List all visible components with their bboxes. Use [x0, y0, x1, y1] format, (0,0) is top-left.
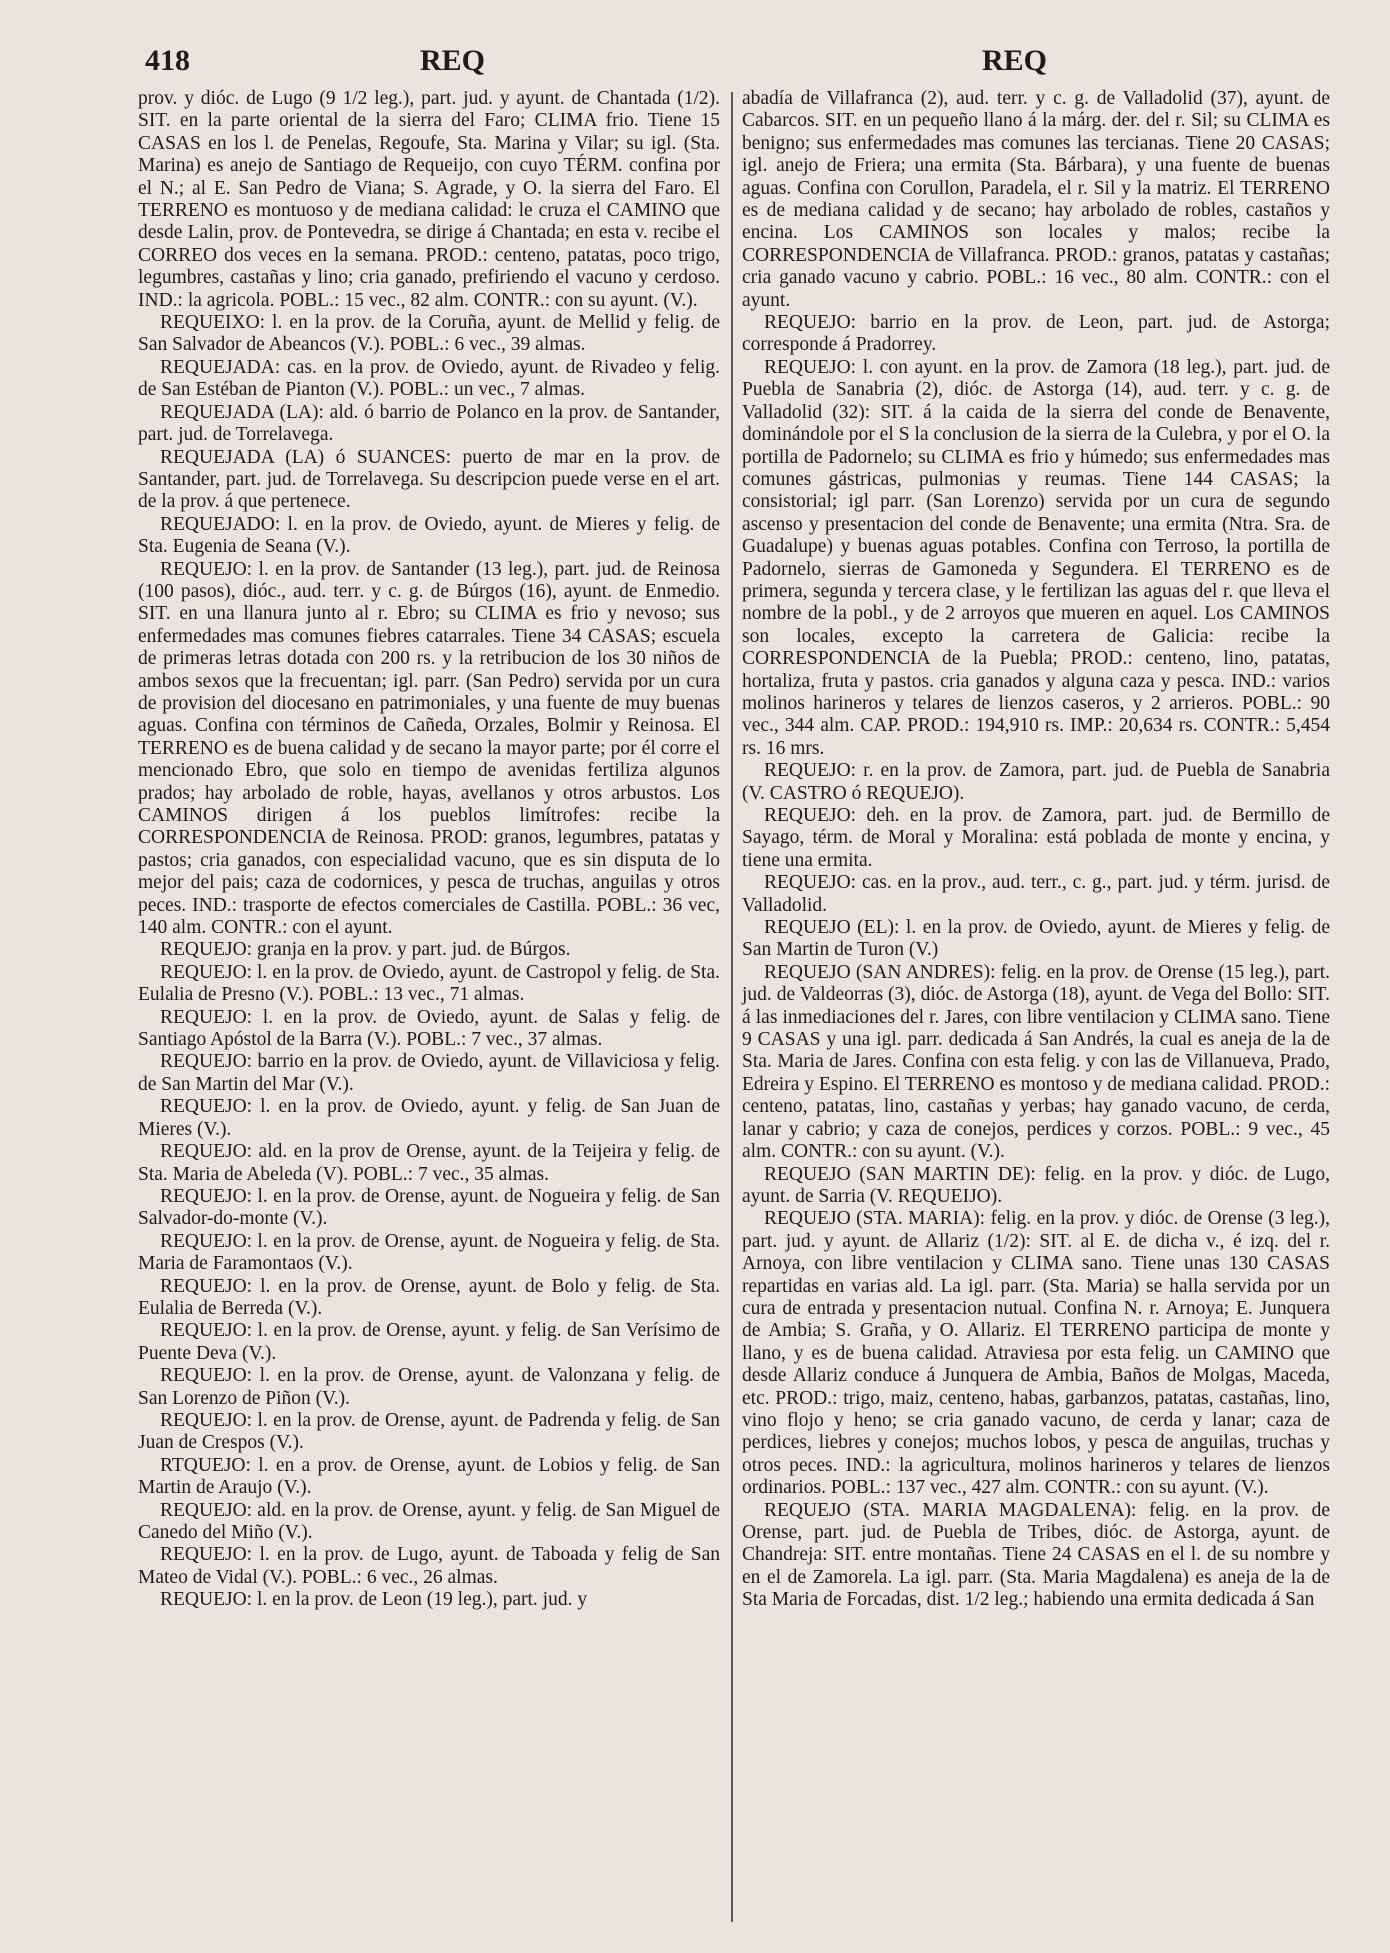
entry: REQUEJO (SAN MARTIN DE): felig. en la prov. y dióc. de Lugo, ayunt. de Sarria (V. REQUEIJO). — [742, 1163, 1330, 1207]
entry: REQUEJO: l. en la prov. de Oviedo, ayunt. y felig. de San Juan de Mieres (V.). — [138, 1096, 720, 1140]
entry: REQUEJO: l. en la prov. de Lugo, ayunt. de Taboada y felig de San Mateo de Vidal (V.). POBL.: 6 vec., 26 almas. — [138, 1544, 720, 1588]
entry: REQUEJO: granja en la prov. y part. jud. de Búrgos. — [160, 939, 571, 961]
running-head-right: REQ — [982, 44, 1048, 77]
entry: REQUEJO: l. en la prov. de Leon (19 leg.), part. jud. y — [160, 1589, 588, 1611]
entry: REQUEJO: l. en la prov. de Oviedo, ayunt. de Castropol y felig. de Sta. Eulalia de Presno (V.). POBL.: 13 vec., 71 almas. — [138, 961, 720, 1006]
entry: REQUEJO: l. en la prov. de Oviedo, ayunt. de Salas y felig. de Santiago Apóstol de la Barra (V.). POBL.: 7 vec., 37 almas. — [138, 1006, 720, 1051]
entry: REQUEJO: barrio en la prov. de Leon, part. jud. de Astorga; corresponde á Pradorrey. — [742, 312, 1330, 356]
entry: RTQUEJO: l. en a prov. de Orense, ayunt. de Lobios y felig. de San Martin de Araujo (V.). — [138, 1454, 720, 1499]
entry: REQUEJO: cas. en la prov., aud. terr., c. g., part. jud. y térm. jurisd. de Valladolid. — [742, 872, 1330, 916]
entry: REQUEJO (SAN ANDRES): felig. en la prov. de Orense (15 leg.), part. jud. de Valdeorras (3), dióc. de Astorga (18), ayunt. de Vega del Bollo: SIT. á las inmediaciones del r. Jares, con libre ventilacion y CLIMA sano. Tiene 9 CASAS y una igl. parr. dedicada á San Andrés, la cual es aneja de la de Sta. Maria de Jares. Confina con esta felig. y con las de Villanueva, Prado, Edreira y Espino. El TERRENO es montoso y de mediana calidad. PROD.: centeno, patatas, lino, castañas y yerbas; hay ganado vacuno, de cerda, lanar y cabrio; y caza de conejos, perdices y corzos. POBL.: 9 vec., 45 alm. CONTR.: con su ayunt. (V.). — [742, 961, 1330, 1163]
entry: REQUEJO (STA. MARIA MAGDALENA): felig. en la prov. de Orense, part. jud. de Puebla de Tribes, dióc. de Astorga, ayunt. de Chandreja: SIT. entre montañas. Tiene 24 CASAS en el l. de su nombre y en el de Zamorela. La igl. parr. (Sta. Maria Magdalena) es aneja de la de Sta Maria de Forcadas, dist. 1/2 leg.; habiendo una ermita dedicada á San — [742, 1499, 1330, 1611]
entry: REQUEJADO: l. en la prov. de Oviedo, ayunt. de Mieres y felig. de Sta. Eugenia de Seana (V.). — [138, 513, 720, 558]
entry: REQUEIXO: l. en la prov. de la Coruña, ayunt. de Mellid y felig. de San Salvador de Abeancos (V.). POBL.: 6 vec., 39 almas. — [138, 312, 720, 356]
entry: REQUEJO: ald. en la prov de Orense, ayunt. de la Teijeira y felig. de Sta. Maria de Abeleda (V). POBL.: 7 vec., 35 almas. — [138, 1141, 720, 1185]
entry: REQUEJO: l. con ayunt. en la prov. de Zamora (18 leg.), part. jud. de Puebla de Sanabria (2), dióc. de Astorga (14), aud. terr. y c. g. de Valladolid (32): SIT. á la caida de la sierra del conde de Benavente, dominándole por el S la conclusion de la sierra de la Culebra, y por el O. la portilla de Padornelo; su CLIMA es frio y húmedo; sus enfermedades mas comunes gástricas, pulmonias y reumas. Tiene 144 CASAS; la consistorial; igl parr. (San Lorenzo) servida por un cura de segundo ascenso y presentacion del conde de Benavente; una ermita (Ntra. Sra. de Guadalupe) y buenas aguas potables. Confina con Terroso, la portilla de Padornelo, sierras de Gamoneda y Segundera. El TERRENO es de primera, segunda y tercera clase, y le fertilizan las aguas del r. que lleva el nombre de la pobl., y de 2 arroyos que mueren en aquel. Los CAMINOS son locales, excepto la carretera de Galicia: recibe la CORRESPONDENCIA de la Puebla; PROD.: centeno, lino, patatas, hortaliza, fruta y pastos. cria ganados y alguna caza y pesca. IND.: varios molinos harineros y telares de lienzos caseros, y 2 arrieros. POBL.: 90 vec., 344 alm. CAP. PROD.: 194,910 rs. IMP.: 20,634 rs. CONTR.: 5,454 rs. 16 mrs. — [742, 356, 1330, 759]
entry: REQUEJO: r. en la prov. de Zamora, part. jud. de Puebla de Sanabria (V. CASTRO ó REQUEJO). — [742, 760, 1330, 804]
entry: REQUEJADA (LA) ó SUANCES: puerto de mar en la prov. de Santander, part. jud. de Torrelavega. Su descripcion puede verse en el art. de la prov. á que pertenece. — [138, 446, 720, 513]
entry: REQUEJO: l. en la prov. de Santander (13 leg.), part. jud. de Reinosa (100 pasos), dióc., aud. terr. y c. g. de Búrgos (16), ayunt. de Enmedio. SIT. en una llanura junto al r. Ebro; su CLIMA es frio y nevoso; sus enfermedades mas comunes fiebres catarrales. Tiene 34 CASAS; escuela de primeras letras dotada con 200 rs. y la retribucion de los 30 niños de ambos sexos que la frecuentan; igl. parr. (San Pedro) servida por un cura de provision del diocesano en patrimoniales, y una fuente de muy buenas aguas. Confina con términos de Cañeda, Orzales, Bolmir y Reinosa. El TERRENO es de buena calidad y de secano la mayor parte; por él corre el mencionado Ebro, que solo en tiempo de avenidas fertiliza algunos prados; hay arbolado de roble, hayas, avellanos y otros arbustos. Los CAMINOS dirigen á los pueblos limítrofes: recibe la CORRESPONDENCIA de Reinosa. PROD: granos, legumbres, patatas y pastos; cria ganados, con especialidad vacuno, que es sin disputa de lo mejor del pais; caza de codornices, y pesca de truchas, anguilas y otros peces. IND.: trasporte de efectos comerciales de Castilla. POBL.: 36 vec, 140 alm. CONTR.: con el ayunt. — [138, 558, 720, 939]
page-number: 418 — [145, 44, 190, 77]
entry: REQUEJO: deh. en la prov. de Zamora, part. jud. de Bermillo de Sayago, térm. de Moral y Moralina: está poblada de monte y encina, y tiene una ermita. — [742, 805, 1330, 871]
entry: REQUEJO: barrio en la prov. de Oviedo, ayunt. de Villaviciosa y felig. de San Martin del Mar (V.). — [138, 1051, 720, 1095]
entry-continuation: prov. y dióc. de Lugo (9 1/2 leg.), part. jud. y ayunt. de Chantada (1/2). SIT. en la parte oriental de la sierra del Faro; CLIMA frio. Tiene 15 CASAS en los l. de Penelas, Regoufe, Sta. Marina y Vilar; su igl. (Sta. Marina) es anejo de Santiago de Requeijo, con cuyo TÉRM. confina por el N.; al E. San Pedro de Viana; S. Agrade, y O. la sierra del Faro. El TERRENO es montuoso y de mediana calidad: le cruza el CAMINO que desde Lalin, prov. de Pontevedra, se dirige á Chantada; en esta v. recibe el CORREO dos veces en la semana. PROD.: centeno, patatas, poco trigo, legumbres, castañas y lino; cria ganado, prefiriendo el vacuno y cerdoso. IND.: la agricola. POBL.: 15 vec., 82 alm. CONTR.: con su ayunt. (V.). — [138, 88, 720, 311]
entry: REQUEJO (STA. MARIA): felig. en la prov. y dióc. de Orense (3 leg.), part. jud. y ayunt. de Allariz (1/2): SIT. al E. de dicha v., é izq. del r. Arnoya, con libre ventilacion y CLIMA sano. Tiene unas 130 CASAS repartidas en varias ald. La igl. parr. (Sta. Maria) se halla servida por un cura de entrada y presentacion nutual. Confina N. r. Arnoya; E. Junquera de Ambia; S. Graña, y O. Allariz. El TERRENO participa de monte y llano, y es de buena calidad. Atraviesa por esta felig. un CAMINO que desde Allariz conduce á Junquera de Ambia, Baños de Molgas, Maceda, etc. PROD.: trigo, maiz, centeno, habas, garbanzos, patatas, castañas, lino, vino flojo y heno; se cria ganado vacuno, de cerda y lanar; caza de perdices, liebres y conejos; muchos lobos, y pesca de anguilas, truchas y otros peces. IND.: la agricultura, molinos harineros y telares de lienzos ordinarios. POBL.: 137 vec., 427 alm. CONTR.: con su ayunt. (V.). — [742, 1208, 1330, 1499]
entry: REQUEJO (EL): l. en la prov. de Oviedo, ayunt. de Mieres y felig. de San Martin de Turon (V.) — [742, 917, 1330, 961]
entry: REQUEJO: l. en la prov. de Orense, ayunt. de Padrenda y felig. de San Juan de Crespos (V.). — [138, 1409, 720, 1454]
entry: REQUEJO: l. en la prov. de Orense, ayunt. de Valonzana y felig. de San Lorenzo de Piñon (V.). — [138, 1365, 720, 1409]
entry: REQUEJADA: cas. en la prov. de Oviedo, ayunt. de Rivadeo y felig. de San Estéban de Pianton (V.). POBL.: un vec., 7 almas. — [138, 356, 720, 401]
entry-continuation: abadía de Villafranca (2), aud. terr. y c. g. de Valladolid (37), ayunt. de Cabarcos. SIT. en un pequeño llano á la márg. der. del r. Sil; su CLIMA es benigno; sus enfermedades mas comunes las tercianas. Tiene 20 CASAS; igl. anejo de Friera; una ermita (Sta. Bárbara), y una fuente de buenas aguas. Confina con Corullon, Paradela, el r. Sil y la matriz. El TERRENO es de mediana calidad y de secano; hay arbolado de robles, castaños y encina. Los CAMINOS son locales y malos; recibe la CORRESPONDENCIA de Villafranca. PROD.: granos, patatas y castañas; cria ganado vacuno y cabrio. POBL.: 16 vec., 80 alm. CONTR.: con el ayunt. — [742, 88, 1330, 311]
running-head-left: REQ — [420, 44, 486, 77]
entry: REQUEJO: l. en la prov. de Orense, ayunt. y felig. de San Verísimo de Puente Deva (V.). — [138, 1320, 720, 1364]
right-column — [742, 88, 1330, 1612]
column-divider — [731, 92, 733, 1922]
left-column — [138, 88, 720, 1612]
entry: REQUEJO: l. en la prov. de Orense, ayunt. de Nogueira y felig. de Sta. Maria de Faramontaos (V.). — [138, 1230, 720, 1275]
entry: REQUEJADA (LA): ald. ó barrio de Polanco en la prov. de Santander, part. jud. de Torrelavega. — [138, 401, 720, 446]
entry: REQUEJO: l. en la prov. de Orense, ayunt. de Nogueira y felig. de San Salvador-do-monte (V.). — [138, 1185, 720, 1230]
entry: REQUEJO: ald. en la prov. de Orense, ayunt. y felig. de San Miguel de Canedo del Miño (V.). — [138, 1499, 720, 1543]
entry: REQUEJO: l. en la prov. de Orense, ayunt. de Bolo y felig. de Sta. Eulalia de Berreda (V.). — [138, 1275, 720, 1319]
